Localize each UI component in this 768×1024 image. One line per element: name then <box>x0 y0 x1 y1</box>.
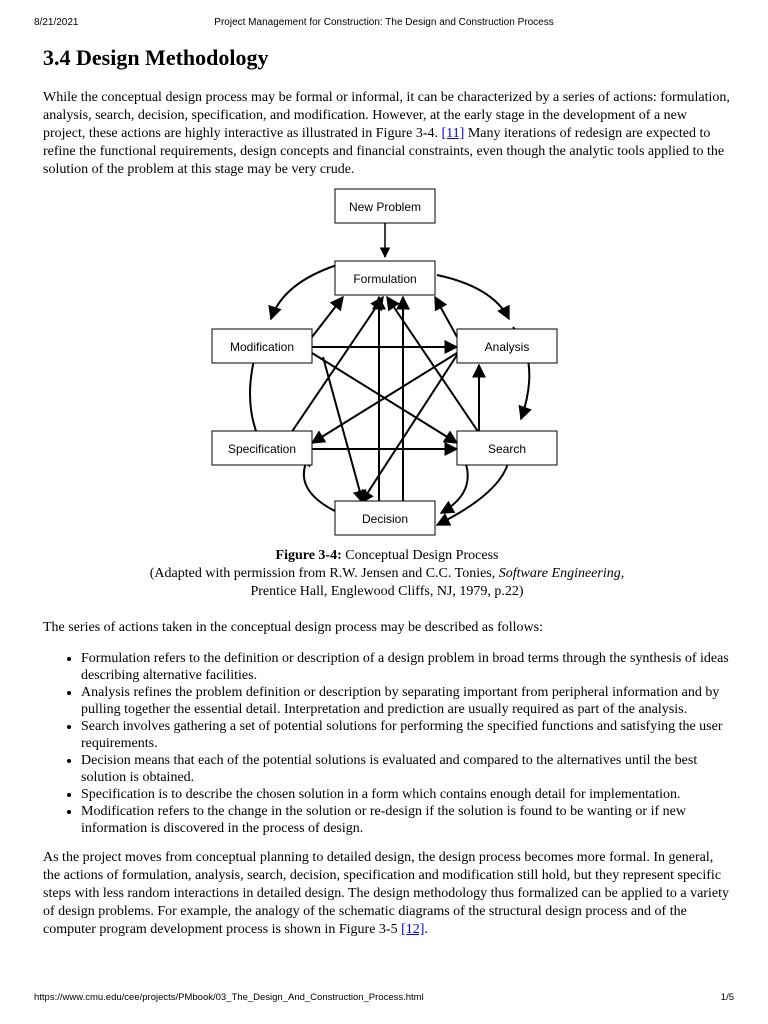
box-modification <box>212 329 312 363</box>
caption-label: Figure 3-4: <box>275 548 342 563</box>
svg-text:Search: Search <box>487 442 527 456</box>
caption-title: Conceptual Design Process <box>341 548 499 563</box>
list-item: • Search involves gathering a set of potential solutions for performing the specified functions and satisfying the user requirements. <box>81 718 731 752</box>
design-process-diagram <box>43 187 731 547</box>
print-footer <box>0 992 768 1006</box>
document-content <box>43 42 731 939</box>
list-item: • Specification is to describe the chosen solution in a form which contains enough detail for implementation. <box>81 786 731 803</box>
list-item: • Decision means that each of the potential solutions is evaluated and compared to the alternatives until the best solution is obtained. <box>81 752 731 786</box>
intro-text-a: While the conceptual design process may be formal or informal, it can be characterized by a series of actions: formulation, analysis, search, decision, specification, and modification. However, at the early stage in the development of a new project, these actions are highly interactive as illustrated in Figure 3-4. <box>43 90 730 141</box>
caption-comma: , <box>620 566 625 581</box>
svg-text:Decision: Decision <box>361 512 409 526</box>
box-decision <box>335 501 435 535</box>
caption-line-1 <box>43 547 731 565</box>
svg-text:New Problem: New Problem <box>348 200 422 214</box>
reference-link-12[interactable]: [12] <box>401 922 425 937</box>
page-number: 1/5 <box>720 992 734 1003</box>
closing-paragraph <box>43 849 731 939</box>
caption-book-title: Software Engineering <box>498 566 621 581</box>
closing-text: As the project moves from conceptual planning to detailed design, the design process becomes more formal. In general, the actions of formulation, analysis, search, decision, specification and modification still hold, but they represent specific steps with less random interactions in detailed design. The design methodology thus formalized can be applied to a variety of design problems. For example, the analogy of the schematic diagrams of the structural design process and of the computer program development process is shown in Figure 3-5 <box>43 850 729 937</box>
series-intro-paragraph: The series of actions taken in the conceptual design process may be described as follows: <box>43 620 543 635</box>
caption-source: (Adapted with permission from R.W. Jensen and C.C. Tonies, <box>149 566 499 581</box>
box-new-problem <box>335 189 435 223</box>
print-title: Project Management for Construction: The Design and Construction Process <box>214 17 554 28</box>
box-specification <box>212 431 312 465</box>
print-header <box>0 17 768 31</box>
actions-list <box>43 650 731 837</box>
list-item: • Formulation refers to the definition or description of a design problem in broad terms through the synthesis of ideas describing alternative facilities. <box>81 650 731 684</box>
svg-text:Modification: Modification <box>229 340 295 354</box>
caption-line-3: Prentice Hall, Englewood Cliffs, NJ, 1979, p.22) <box>250 584 524 599</box>
figure-conceptual-design-process <box>43 187 731 547</box>
print-date: 8/21/2021 <box>34 17 79 28</box>
svg-text:Analysis: Analysis <box>484 340 530 354</box>
caption-line-2 <box>43 565 731 583</box>
list-item: • Modification refers to the change in the solution or re-design if the solution is found to be wanting or if new information is discovered in the process of design. <box>81 803 731 837</box>
intro-text-b: Many iterations of redesign are expected to refine the functional requirements, design concepts and financial constraints, even though the analytic tools applied to the solution of the problem at this stage may be very crude. <box>43 126 725 177</box>
figure-caption <box>43 547 731 601</box>
svg-text:Formulation: Formulation <box>353 272 417 286</box>
reference-link-11[interactable]: [11] <box>441 126 465 141</box>
list-item: • Analysis refines the problem definition or description by separating important from peripheral information and by pulling together the essential detail. Interpretation and prediction are usually required as part of the analysis. <box>81 684 731 718</box>
intro-paragraph <box>43 89 731 179</box>
closing-period: . <box>424 922 428 937</box>
print-url: https://www.cmu.edu/cee/projects/PMbook/03_The_Design_And_Construction_Process.html <box>34 992 424 1003</box>
box-search <box>457 431 557 465</box>
box-analysis <box>457 329 557 363</box>
section-title: 3.4 Design Methodology <box>43 45 269 70</box>
box-formulation <box>335 261 435 295</box>
svg-text:Specification: Specification <box>227 442 297 456</box>
